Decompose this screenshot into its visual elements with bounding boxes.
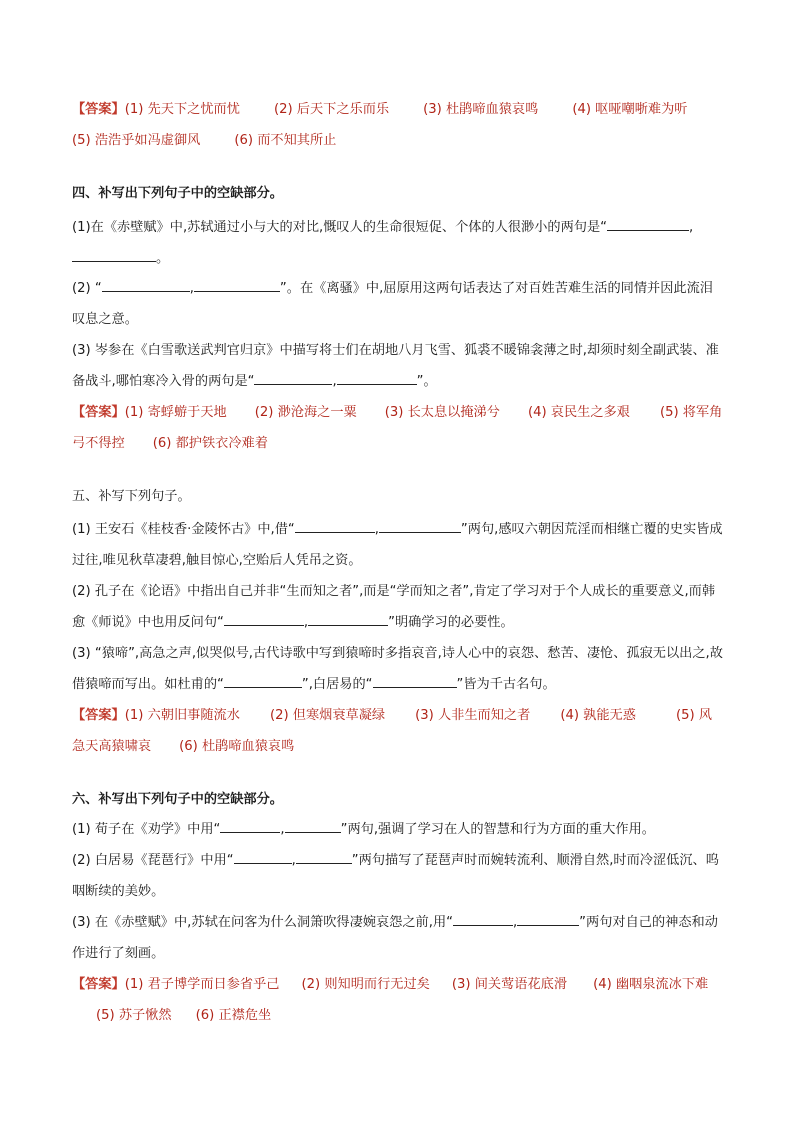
question-6-1 xyxy=(72,814,724,845)
blank xyxy=(234,862,292,864)
answer-item: (2) 后天下之乐而乐 xyxy=(273,102,390,117)
question-4-2 xyxy=(72,273,724,335)
answer-item: (1) 六朝旧事随流水 xyxy=(124,708,240,723)
answer-item: (1) 君子博学而日参省乎己 xyxy=(124,977,280,992)
blank xyxy=(194,290,280,292)
answer-item: (5) 将军角弓不得控 xyxy=(72,405,723,451)
blank xyxy=(285,831,341,833)
answer-item: (4) 哀民生之多艰 xyxy=(527,405,630,420)
section-5-title: 五、补写下列句子。 xyxy=(72,489,191,504)
question-5-2 xyxy=(72,576,724,638)
question-text: ”。 xyxy=(416,374,437,389)
question-text: ”两句对自己的神态和动作进行了刻画。 xyxy=(72,915,718,961)
question-text: ”两句描写了琵琶声时而婉转流利、顺滑自然,时而冷涩低沉、呜咽断续的美妙。 xyxy=(72,853,719,899)
question-text: (2) “ xyxy=(72,281,102,296)
comma: , xyxy=(332,374,337,389)
blank xyxy=(607,229,689,231)
comma: , xyxy=(280,822,285,837)
question-text: (2) 白居易《琵琶行》中用“ xyxy=(72,853,234,868)
answer-item: (6) 都护铁衣冷难着 xyxy=(152,436,268,451)
answer-tag: 【答案】 xyxy=(72,708,125,723)
comma: , xyxy=(512,915,518,930)
answer-item: (4) 幽咽泉流冰下难 xyxy=(593,977,709,992)
blank xyxy=(224,686,302,688)
blank xyxy=(379,531,461,533)
question-text: ”,白居易的“ xyxy=(301,677,373,692)
blank xyxy=(453,924,513,926)
answer-tag: 【答案】 xyxy=(72,977,125,992)
question-6-2 xyxy=(72,845,724,907)
answer-item: (2) 渺沧海之一粟 xyxy=(254,405,357,420)
answer-item: (2) 则知明而行无过矣 xyxy=(301,977,430,992)
answer-item: (6) 杜鹃啼血猿哀鸣 xyxy=(179,739,295,754)
answer-block-3 xyxy=(72,94,724,156)
question-5-1 xyxy=(72,514,724,576)
question-4-1 xyxy=(72,212,724,274)
blank xyxy=(296,862,352,864)
question-text: (1) 王安石《桂枝香·金陵怀古》中,借“ xyxy=(72,522,295,537)
question-text: (3) 在《赤壁赋》中,苏轼在问客为什么洞箫吹得凄婉哀怨之前,用“ xyxy=(72,915,453,930)
answer-item: (5) 浩浩乎如冯虚御风 xyxy=(72,133,201,148)
answer-item: (3) 杜鹃啼血猿哀鸣 xyxy=(423,102,539,117)
blank xyxy=(72,260,156,262)
answer-item: (3) 间关莺语花底滑 xyxy=(451,977,568,992)
answer-item: (4) 呕哑嘲哳难为听 xyxy=(572,102,688,117)
blank xyxy=(308,624,388,626)
answer-block-6 xyxy=(72,969,724,1031)
answer-item: (6) 而不知其所止 xyxy=(234,133,337,148)
answer-item: (5) 风急天高猿啸哀 xyxy=(72,708,712,754)
answer-item: (6) 正襟危坐 xyxy=(195,1008,272,1023)
question-text: 。 xyxy=(156,251,170,266)
answer-item: (1) 先天下之忧而忧 xyxy=(124,102,240,117)
answer-block-4 xyxy=(72,397,724,459)
blank xyxy=(517,924,579,926)
comma: , xyxy=(189,281,194,296)
comma: , xyxy=(303,615,309,630)
question-6-3 xyxy=(72,907,724,969)
answer-item: (3) 长太息以掩涕兮 xyxy=(384,405,500,420)
blank xyxy=(337,383,417,385)
answer-item: (1) 寄蜉蝣于天地 xyxy=(124,405,227,420)
question-4-3 xyxy=(72,335,724,397)
question-text: ”两句,强调了学习在人的智慧和行为方面的重大作用。 xyxy=(340,822,655,837)
section-4-title: 四、补写出下列句子中的空缺部分。 xyxy=(72,186,283,201)
question-text: (1)在《赤壁赋》中,苏轼通过小与大的对比,慨叹人的生命很短促、个体的人很渺小的两句是“ xyxy=(72,220,608,235)
answer-block-5 xyxy=(72,700,724,762)
comma: , xyxy=(689,220,694,235)
blank xyxy=(373,686,457,688)
section-6-title: 六、补写出下列句子中的空缺部分。 xyxy=(72,792,283,807)
question-text: (3) “猿啼”,高急之声,似哭似号,古代诗歌中写到猿啼时多指哀音,诗人心中的哀怨、愁苦、凄怆、孤寂无以出之,故借猿啼而写出。如杜甫的“ xyxy=(72,646,723,692)
answer-item: (5) 苏子愀然 xyxy=(96,1008,172,1023)
question-text: (3) 岑参在《白雪歌送武判官归京》中描写将士们在胡地八月飞雪、狐裘不暖锦衾薄之时,却须时刻全副武装、准备战斗,哪怕寒冷入骨的两句是“ xyxy=(72,343,719,389)
question-text: (2) 孔子在《论语》中指出自己并非“生而知之者”,而是“学而知之者”,肯定了学习对于个人成长的重要意义,而韩愈《师说》中也用反问句“ xyxy=(72,584,716,630)
question-text: ”。在《离骚》中,屈原用这两句话表达了对百姓苦难生活的同情并因此流泪叹息之意。 xyxy=(72,281,713,327)
question-text: (1) 荀子在《劝学》中用“ xyxy=(72,822,221,837)
blank xyxy=(295,531,375,533)
blank xyxy=(254,383,332,385)
question-5-3 xyxy=(72,638,724,700)
blank xyxy=(224,624,304,626)
blank xyxy=(220,831,280,833)
question-text: ”皆为千古名句。 xyxy=(456,677,556,692)
comma: , xyxy=(291,853,296,868)
answer-item: (3) 人非生而知之者 xyxy=(415,708,531,723)
answer-item: (2) 但寒烟衰草凝绿 xyxy=(269,708,386,723)
answer-tag: 【答案】 xyxy=(72,102,125,117)
answer-item: (4) 孰能无惑 xyxy=(560,708,636,723)
question-text: ”明确学习的必要性。 xyxy=(388,615,514,630)
comma: , xyxy=(374,522,379,537)
question-text: ”两句,感叹六朝因荒淫而相继亡覆的史实皆成过往,唯见秋草凄碧,触目惊心,空贻后人凭吊之资。 xyxy=(72,522,723,568)
answer-tag: 【答案】 xyxy=(72,405,125,420)
blank xyxy=(102,290,190,292)
